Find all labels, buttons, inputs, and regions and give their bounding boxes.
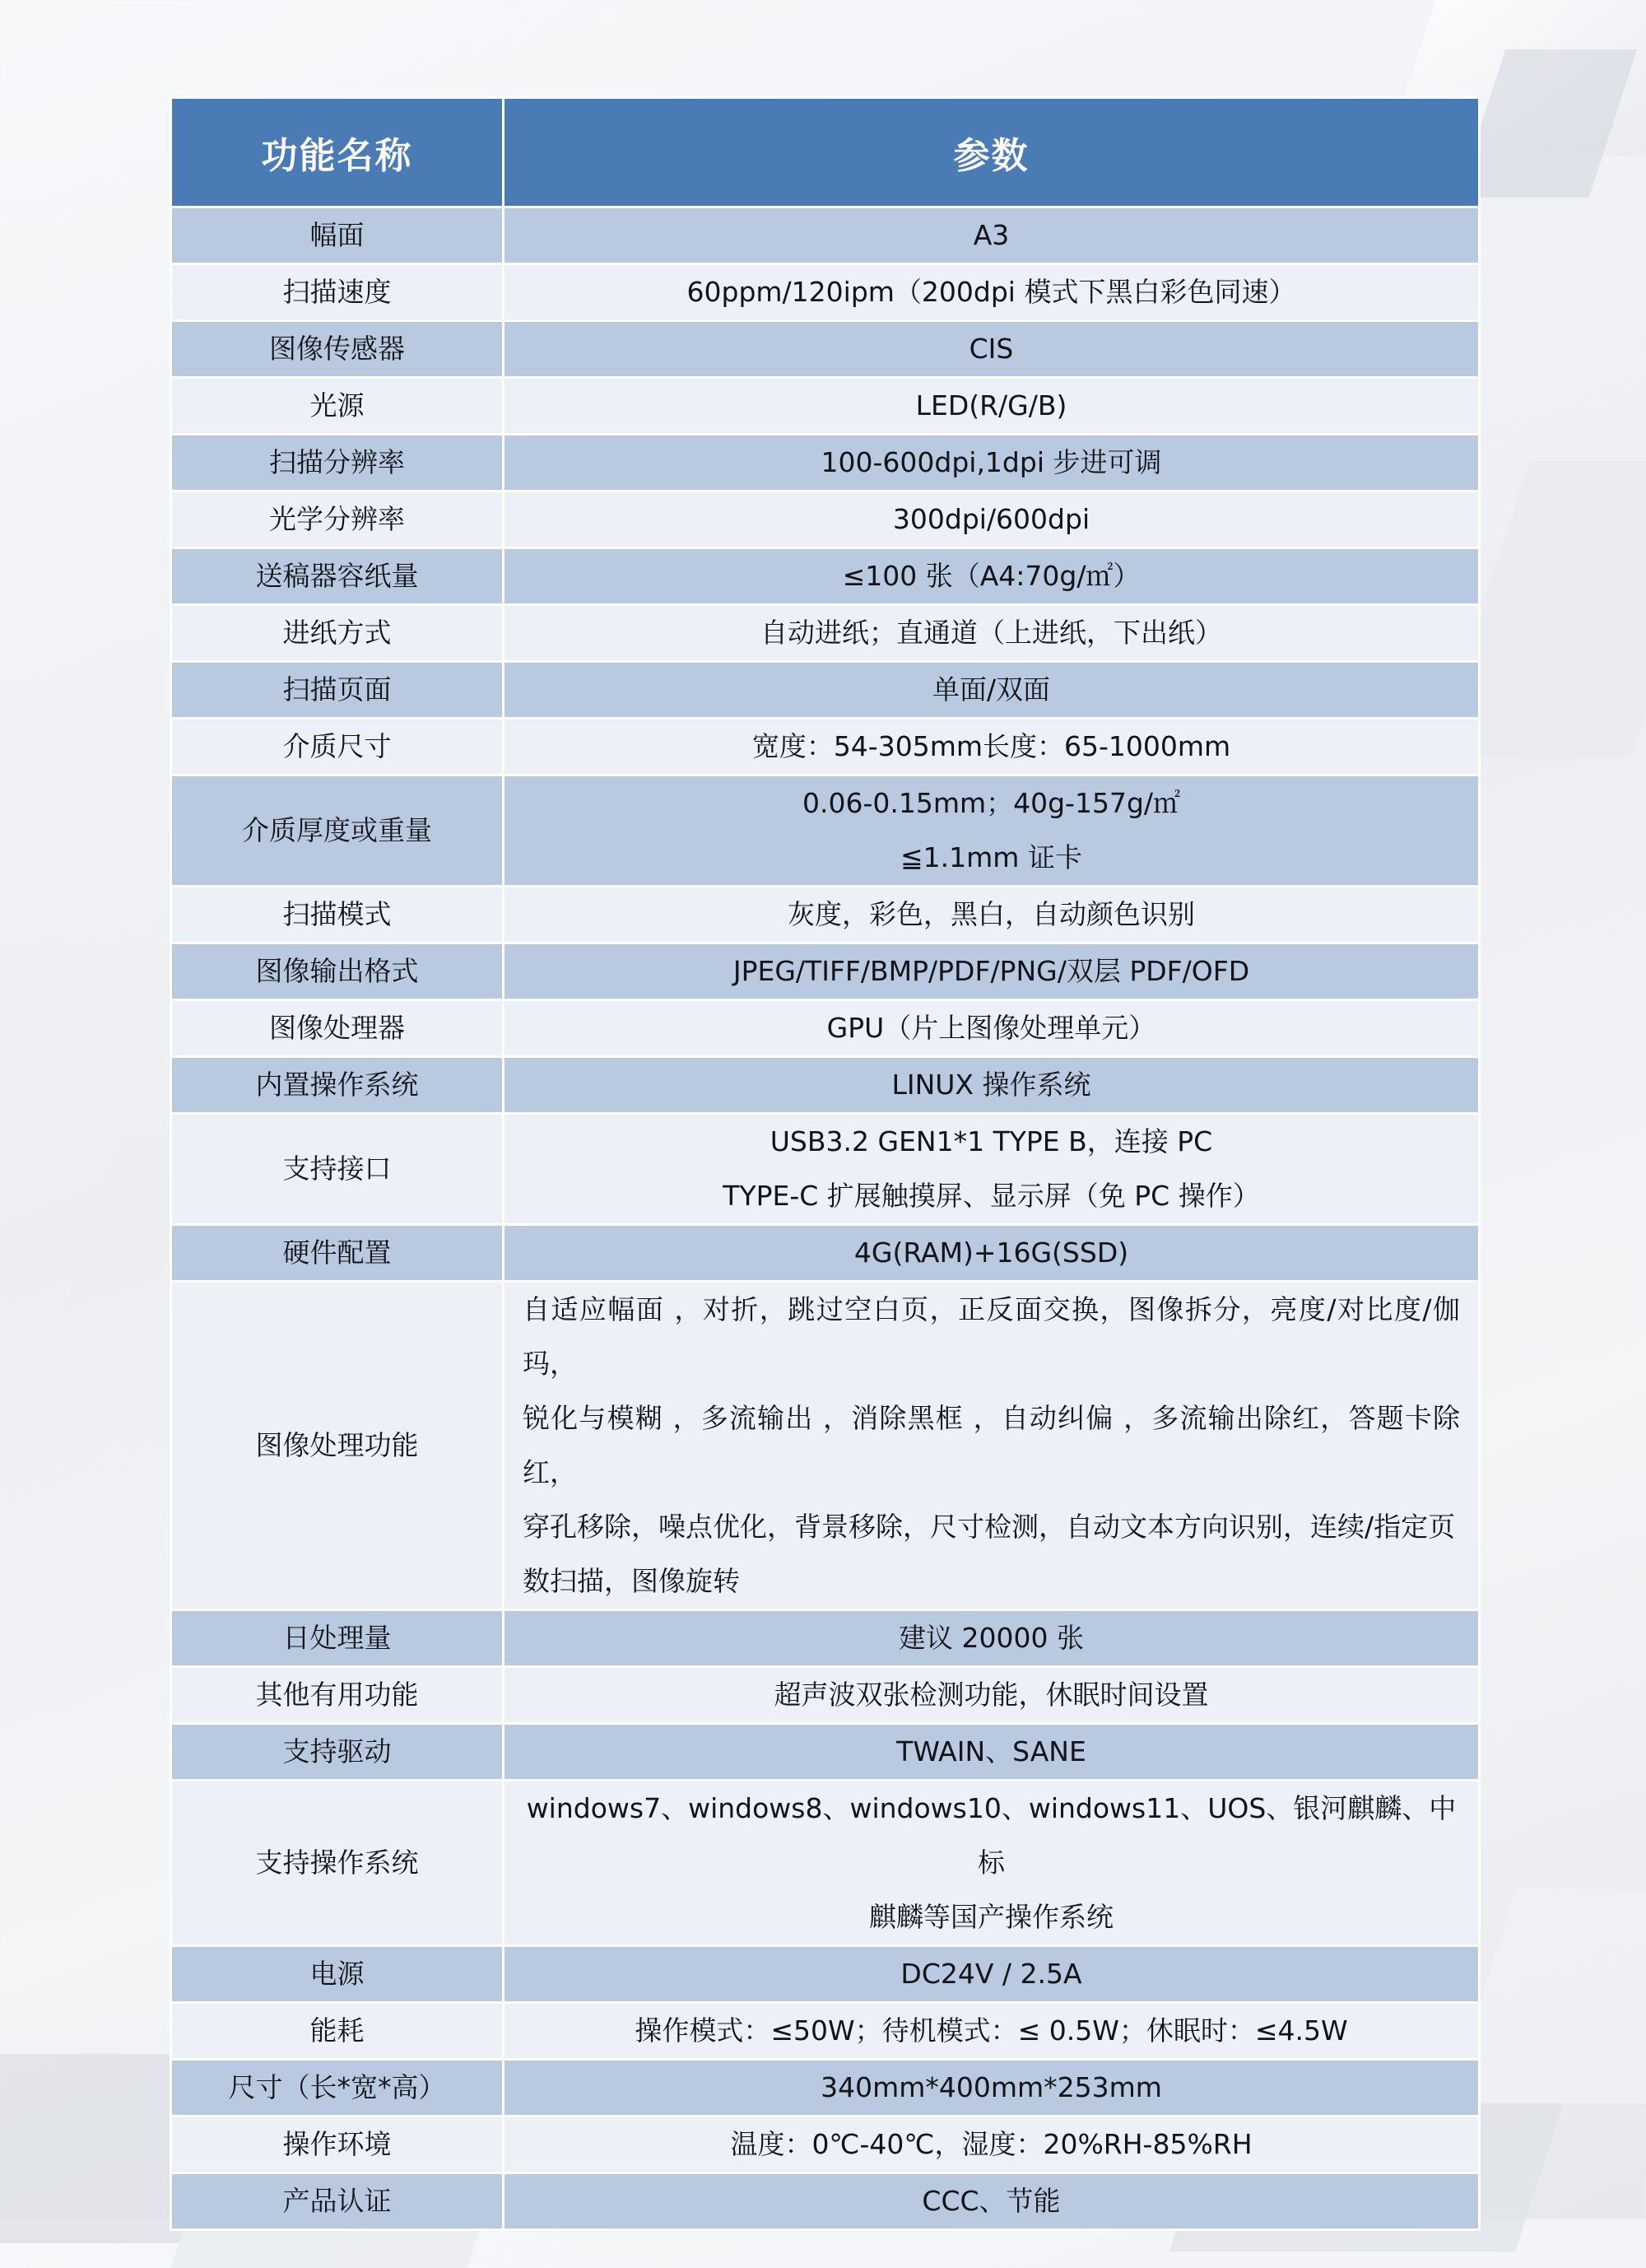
spec-name-cell: 扫描页面 bbox=[171, 662, 504, 719]
spec-value-line: 操作模式：≤50W；待机模式：≤ 0.5W；休眠时：≤4.5W bbox=[635, 2014, 1348, 2047]
spec-value-cell bbox=[504, 264, 1480, 321]
table-row bbox=[171, 662, 1480, 719]
spec-name-cell: 图像输出格式 bbox=[171, 943, 504, 1000]
table-row bbox=[171, 1057, 1480, 1114]
header-name-column: 功能名称 bbox=[171, 98, 504, 207]
spec-value-line: TWAIN、SANE bbox=[896, 1735, 1086, 1767]
spec-value-line: 宽度：54-305mm长度：65-1000mm bbox=[751, 730, 1231, 762]
table-row bbox=[171, 605, 1480, 662]
spec-value-line: 自动进纸；直通道（上进纸，下出纸） bbox=[760, 617, 1222, 649]
spec-name-cell: 支持接口 bbox=[171, 1114, 504, 1225]
spec-value-line: 锐化与模糊 ，多流输出 ，消除黑框 ，自动纠偏 ，多流输出除红，答题卡除红， bbox=[523, 1402, 1460, 1488]
spec-value-line: A3 bbox=[973, 219, 1010, 251]
spec-value-line: 300dpi/600dpi bbox=[892, 503, 1090, 535]
spec-name-cell: 电源 bbox=[171, 1946, 504, 2003]
table-row bbox=[171, 1781, 1480, 1946]
spec-name-cell: 进纸方式 bbox=[171, 605, 504, 662]
spec-name-cell: 日处理量 bbox=[171, 1610, 504, 1667]
spec-value-cell bbox=[504, 1000, 1480, 1057]
spec-value-line: 超声波双张检测功能，休眠时间设置 bbox=[774, 1679, 1209, 1711]
spec-value-line: windows7、windows8、windows10、windows11、UOS、银河麒麟、中标 bbox=[526, 1792, 1457, 1879]
table-row bbox=[171, 2060, 1480, 2117]
spec-value-line: 100-600dpi,1dpi 步进可调 bbox=[821, 446, 1162, 478]
table-row bbox=[171, 435, 1480, 491]
spec-name-cell: 光源 bbox=[171, 378, 504, 435]
spec-value-cell bbox=[504, 2173, 1480, 2230]
spec-value-cell bbox=[504, 1781, 1480, 1946]
spec-value-line: 340mm*400mm*253mm bbox=[821, 2071, 1162, 2103]
spec-value-line: 麒麟等国产操作系统 bbox=[869, 1901, 1114, 1933]
spec-name-cell: 支持驱动 bbox=[171, 1724, 504, 1781]
spec-name-cell: 图像处理功能 bbox=[171, 1282, 504, 1610]
spec-name-cell: 幅面 bbox=[171, 207, 504, 264]
spec-value-line: 0.06-0.15mm；40g-157g/㎡ bbox=[802, 787, 1181, 819]
spec-value-cell bbox=[504, 2060, 1480, 2117]
table-row bbox=[171, 321, 1480, 378]
spec-value-line: 数扫描，图像旋转 bbox=[523, 1565, 740, 1597]
spec-value-line: GPU（片上图像处理单元） bbox=[826, 1012, 1156, 1044]
table-row bbox=[171, 1724, 1480, 1781]
spec-value-cell bbox=[504, 1225, 1480, 1282]
spec-value-line: 建议 20000 张 bbox=[899, 1622, 1084, 1654]
spec-value-cell bbox=[504, 605, 1480, 662]
spec-value-cell bbox=[504, 1114, 1480, 1225]
table-row bbox=[171, 775, 1480, 887]
spec-value-cell bbox=[504, 1057, 1480, 1114]
table-row bbox=[171, 887, 1480, 943]
spec-value-cell bbox=[504, 548, 1480, 605]
spec-value-line: 单面/双面 bbox=[932, 673, 1051, 706]
spec-name-cell: 图像传感器 bbox=[171, 321, 504, 378]
spec-name-cell: 能耗 bbox=[171, 2003, 504, 2060]
spec-value-cell bbox=[504, 775, 1480, 887]
spec-value-cell bbox=[504, 887, 1480, 943]
table-row bbox=[171, 1225, 1480, 1282]
header-value-column: 参数 bbox=[504, 98, 1480, 207]
spec-name-cell: 操作环境 bbox=[171, 2117, 504, 2173]
spec-value-line: 4G(RAM)+16G(SSD) bbox=[853, 1236, 1129, 1269]
spec-name-cell: 扫描分辨率 bbox=[171, 435, 504, 491]
spec-name-cell: 其他有用功能 bbox=[171, 1667, 504, 1724]
spec-value-line: USB3.2 GEN1*1 TYPE B，连接 PC bbox=[770, 1125, 1213, 1157]
spec-value-cell bbox=[504, 1667, 1480, 1724]
table-row bbox=[171, 548, 1480, 605]
spec-name-cell: 图像处理器 bbox=[171, 1000, 504, 1057]
table-row bbox=[171, 2173, 1480, 2230]
spec-value-line: ≤100 张（A4:70g/㎡） bbox=[842, 560, 1141, 592]
spec-value-cell bbox=[504, 719, 1480, 775]
table-row bbox=[171, 1114, 1480, 1225]
spec-value-cell bbox=[504, 378, 1480, 435]
spec-value-cell bbox=[504, 1724, 1480, 1781]
table-row bbox=[171, 1667, 1480, 1724]
spec-value-cell bbox=[504, 662, 1480, 719]
table-row bbox=[171, 207, 1480, 264]
table-row bbox=[171, 264, 1480, 321]
table-row bbox=[171, 2117, 1480, 2173]
spec-value-line: JPEG/TIFF/BMP/PDF/PNG/双层 PDF/OFD bbox=[732, 955, 1250, 987]
spec-name-cell: 光学分辨率 bbox=[171, 491, 504, 548]
spec-name-cell: 内置操作系统 bbox=[171, 1057, 504, 1114]
table-row bbox=[171, 2003, 1480, 2060]
spec-name-cell: 扫描速度 bbox=[171, 264, 504, 321]
table-header-row bbox=[171, 98, 1480, 207]
spec-name-cell: 产品认证 bbox=[171, 2173, 504, 2230]
spec-value-cell bbox=[504, 435, 1480, 491]
table-row bbox=[171, 1946, 1480, 2003]
spec-value-cell bbox=[504, 943, 1480, 1000]
spec-value-cell bbox=[504, 1610, 1480, 1667]
spec-value-line: ≦1.1mm 证卡 bbox=[900, 841, 1082, 873]
background-shape bbox=[0, 947, 182, 1358]
spec-table bbox=[170, 96, 1481, 2231]
spec-value-cell bbox=[504, 491, 1480, 548]
spec-value-cell bbox=[504, 1282, 1480, 1610]
spec-name-cell: 硬件配置 bbox=[171, 1225, 504, 1282]
spec-name-cell: 尺寸（长*宽*高） bbox=[171, 2060, 504, 2117]
table-body bbox=[171, 207, 1480, 2230]
spec-value-line: TYPE-C 扩展触摸屏、显示屏（免 PC 操作） bbox=[723, 1180, 1260, 1212]
spec-value-cell bbox=[504, 2117, 1480, 2173]
table-row bbox=[171, 491, 1480, 548]
spec-value-cell bbox=[504, 1946, 1480, 2003]
spec-name-cell: 介质厚度或重量 bbox=[171, 775, 504, 887]
spec-value-cell bbox=[504, 321, 1480, 378]
spec-name-cell: 扫描模式 bbox=[171, 887, 504, 943]
spec-value-line: 自适应幅面 ，对折，跳过空白页，正反面交换，图像拆分，亮度/对比度/伽玛， bbox=[523, 1293, 1460, 1380]
spec-value-line: LINUX 操作系统 bbox=[891, 1069, 1091, 1101]
spec-value-cell bbox=[504, 207, 1480, 264]
spec-value-line: 60ppm/120ipm（200dpi 模式下黑白彩色同速） bbox=[686, 276, 1296, 308]
spec-name-cell: 支持操作系统 bbox=[171, 1781, 504, 1946]
spec-value-line: 温度：0℃-40℃，湿度：20%RH-85%RH bbox=[730, 2128, 1253, 2160]
spec-value-cell bbox=[504, 2003, 1480, 2060]
table-row bbox=[171, 1000, 1480, 1057]
table-row bbox=[171, 1610, 1480, 1667]
table-row bbox=[171, 1282, 1480, 1610]
spec-name-cell: 送稿器容纸量 bbox=[171, 548, 504, 605]
table-row bbox=[171, 378, 1480, 435]
spec-value-line: CCC、节能 bbox=[922, 2185, 1061, 2217]
spec-value-line: 穿孔移除，噪点优化，背景移除，尺寸检测，自动文本方向识别，连续/指定页 bbox=[523, 1511, 1456, 1543]
spec-name-cell: 介质尺寸 bbox=[171, 719, 504, 775]
spec-value-line: LED(R/G/B) bbox=[915, 389, 1067, 421]
table-row bbox=[171, 719, 1480, 775]
spec-value-line: 灰度，彩色，黑白，自动颜色识别 bbox=[788, 898, 1195, 930]
spec-value-line: CIS bbox=[969, 333, 1014, 365]
table-row bbox=[171, 943, 1480, 1000]
spec-value-line: DC24V / 2.5A bbox=[900, 1958, 1082, 1990]
